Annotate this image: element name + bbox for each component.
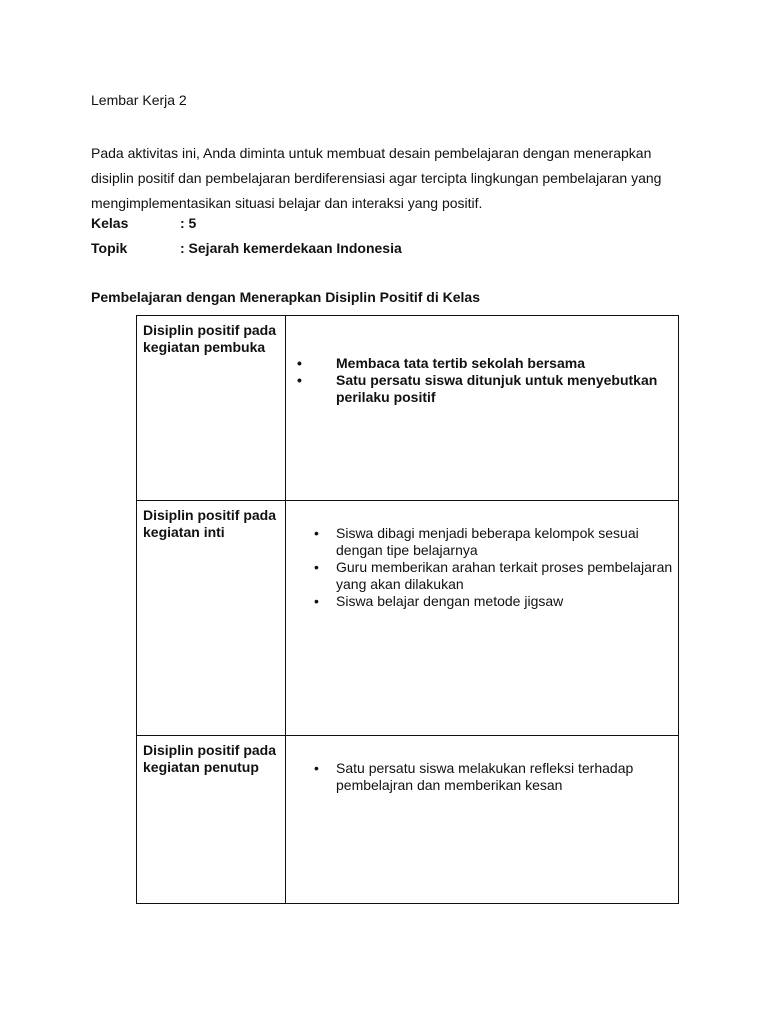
- bullet-icon: •: [314, 760, 319, 776]
- table-row: [137, 736, 679, 904]
- topik-row: [91, 240, 402, 256]
- list-item: [286, 593, 678, 610]
- row-label: Disiplin positif pada kegiatan inti: [137, 501, 286, 736]
- list-item-text: Satu persatu siswa ditunjuk untuk menyebutkan perilaku positif: [336, 372, 658, 405]
- list-item: [286, 372, 678, 406]
- topik-label: Topik: [91, 240, 128, 256]
- lesson-plan-table: [136, 315, 679, 904]
- list-item: [286, 525, 678, 559]
- list-item: [286, 760, 678, 794]
- kelas-value: : 5: [180, 215, 197, 231]
- bullet-icon: •: [297, 372, 302, 388]
- row-content: [286, 316, 679, 501]
- table-row: [137, 501, 679, 736]
- bullet-icon: •: [314, 593, 319, 609]
- intro-paragraph: [91, 141, 691, 216]
- list-item: [286, 559, 678, 593]
- list-item-text: Membaca tata tertib sekolah bersama: [336, 355, 585, 371]
- bullet-icon: •: [314, 559, 319, 575]
- list-item-text: Siswa dibagi menjadi beberapa kelompok sesuai dengan tipe belajarnya: [336, 525, 639, 558]
- intro-line: mengimplementasikan situasi belajar dan interaksi yang positif.: [91, 195, 483, 211]
- row-content: [286, 736, 679, 904]
- kelas-label: Kelas: [91, 215, 129, 231]
- row-label: Disiplin positif pada kegiatan penutup: [137, 736, 286, 904]
- bullet-list: [286, 736, 678, 794]
- kelas-row: [91, 215, 196, 231]
- table-row: [137, 316, 679, 501]
- row-label: Disiplin positif pada kegiatan pembuka: [137, 316, 286, 501]
- list-item: [286, 355, 678, 372]
- list-item-text: Siswa belajar dengan metode jigsaw: [336, 593, 564, 609]
- bullet-list: [286, 316, 678, 406]
- section-heading: Pembelajaran dengan Menerapkan Disiplin Positif di Kelas: [91, 289, 480, 305]
- intro-line: disiplin positif dan pembelajaran berdiferensiasi agar tercipta lingkungan pembelajaran yang: [91, 170, 662, 186]
- document-title: Lembar Kerja 2: [91, 92, 187, 108]
- list-item-text: Satu persatu siswa melakukan refleksi terhadap pembelajran dan memberikan kesan: [336, 760, 634, 793]
- bullet-icon: •: [314, 525, 319, 541]
- topik-value: : Sejarah kemerdekaan Indonesia: [180, 240, 402, 256]
- bullet-icon: •: [297, 355, 302, 371]
- row-content: [286, 501, 679, 736]
- bullet-list: [286, 501, 678, 610]
- list-item-text: Guru memberikan arahan terkait proses pembelajaran yang akan dilakukan: [336, 559, 673, 592]
- intro-line: Pada aktivitas ini, Anda diminta untuk membuat desain pembelajaran dengan menerapkan: [91, 145, 652, 161]
